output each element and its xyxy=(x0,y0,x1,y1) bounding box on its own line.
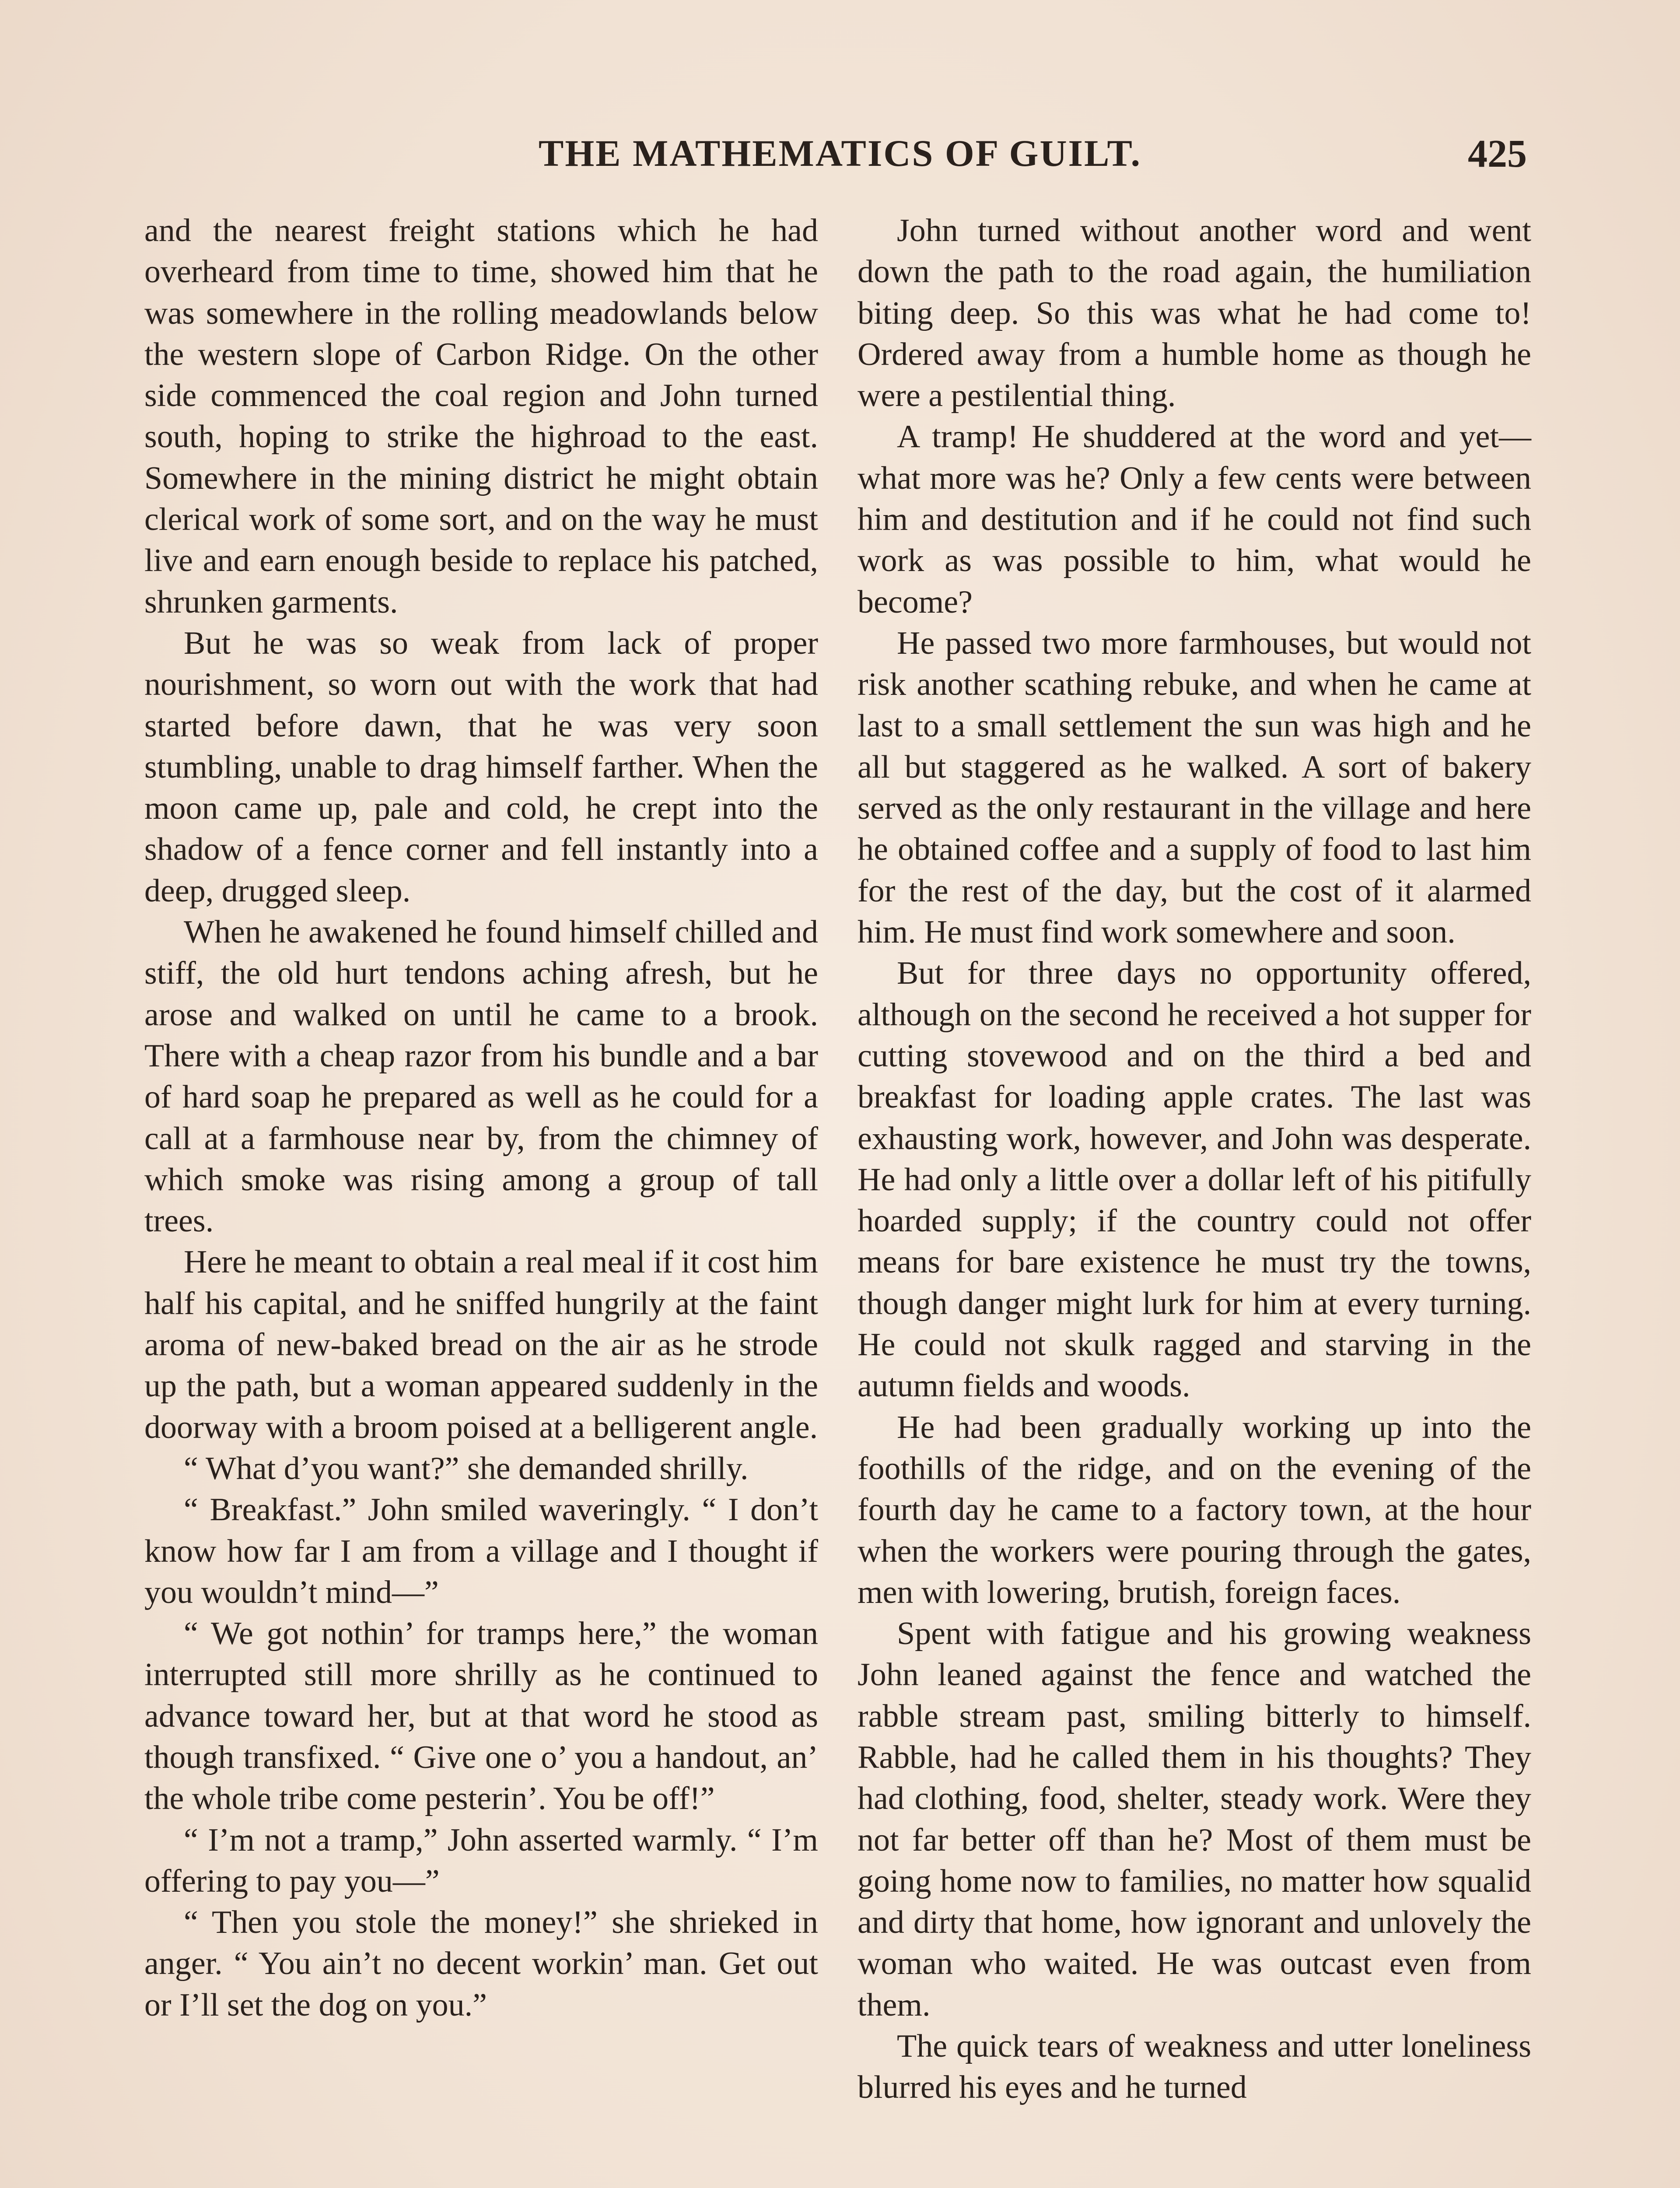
left-column xyxy=(144,210,818,2026)
page-header xyxy=(144,131,1536,184)
paragraph: Here he meant to obtain a real meal if it cost him half his capital, and he sniffed hungrily at the faint aroma of new-baked bread on the air as he strode up the path, but a woman appeared suddenly in the doorway with a broom poised at a belligerent angle. xyxy=(144,1244,818,1445)
paragraph: “ What d’you want?” she demanded shrilly. xyxy=(184,1450,749,1487)
paragraph: The quick tears of weakness and utter loneliness blurred his eyes and he turned xyxy=(858,2028,1531,2106)
paragraph: When he awakened he found himself chilled and stiff, the old hurt tendons aching afresh, but he arose and walked on until he came to a brook. There with a cheap razor from his bundle and a bar of hard soap he prepared as well as he could for a call at a farmhouse near by, from the chimney of which smoke was rising among a group of tall trees. xyxy=(144,914,818,1239)
paragraph: and the nearest freight stations which he had overheard from time to time, showed him that he was somewhere in the rolling meadowlands below the western slope of Carbon Ridge. On the other side commenced the coal region and John turned south, hoping to strike the highroad to the east. Somewhere in the mining district he might obtain clerical work of some sort, and on the way he must live and earn enough beside to replace his patched, shrunken garments. xyxy=(144,213,818,620)
paragraph: But for three days no opportunity offered, although on the second he received a hot supper for cutting stovewood and on the third a bed and breakfast for loading apple crates. The last was exhausting work, however, and John was desperate. He had only a little over a dollar left of his pitifully hoarded supply; if the country could not offer means for bare existence he must try the towns, though danger might lurk for him at every turning. He could not skulk ragged and starving in the autumn fields and woods. xyxy=(858,955,1531,1404)
page-number: 425 xyxy=(1468,132,1527,175)
paragraph: But he was so weak from lack of proper nourishment, so worn out with the work that had started before dawn, that he was very soon stumbling, unable to drag himself farther. When the moon came up, pale and cold, he crept into the shadow of a fence corner and fell instantly into a deep, drugged sleep. xyxy=(144,625,818,909)
right-column xyxy=(858,210,1531,2108)
paragraph: “ I’m not a tramp,” John asserted warmly. “ I’m offering to pay you—” xyxy=(144,1822,818,1899)
paragraph: “ Breakfast.” John smiled waveringly. “ I don’t know how far I am from a village and I thought if you wouldn’t mind—” xyxy=(144,1492,818,1610)
paragraph: Spent with fatigue and his growing weakness John leaned against the fence and watched the rabble stream past, smiling bitterly to himself. Rabble, had he called them in his thoughts? They had clothing, food, shelter, steady work. Were they not far better off than he? Most of them must be going home now to families, no matter how squalid and dirty that home, how ignorant and unlovely the woman who waited. He was outcast even from them. xyxy=(858,1616,1531,2023)
running-title: THE MATHEMATICS OF GUILT. xyxy=(539,132,1141,174)
paragraph: “ We got nothin’ for tramps here,” the woman interrupted still more shrilly as he continued to advance toward her, but at that word he stood as though transfixed. “ Give one o’ you a handout, an’ the whole tribe come pesterin’. You be off!” xyxy=(144,1616,818,1817)
paragraph: John turned without another word and went down the path to the road again, the humiliation biting deep. So this was what he had come to! Ordered away from a humble home as though he were a pestilential thing. xyxy=(858,213,1531,414)
paragraph: He passed two more farmhouses, but would not risk another scathing rebuke, and when he came at last to a small settlement the sun was high and he all but staggered as he walked. A sort of bakery served as the only restaurant in the village and here he obtained coffee and a supply of food to last him for the rest of the day, but the cost of it alarmed him. He must find work somewhere and soon. xyxy=(858,625,1531,950)
paragraph: A tramp! He shuddered at the word and yet—what more was he? Only a few cents were between him and destitution and if he could not find such work as was possible to him, what would he become? xyxy=(858,419,1531,620)
paragraph: “ Then you stole the money!” she shrieked in anger. “ You ain’t no decent workin’ man. Get out or I’ll set the dog on you.” xyxy=(144,1904,818,2023)
paragraph: He had been gradually working up into the foothills of the ridge, and on the evening of the fourth day he came to a factory town, at the hour when the workers were pouring through the gates, men with lowering, brutish, foreign faces. xyxy=(858,1409,1531,1610)
